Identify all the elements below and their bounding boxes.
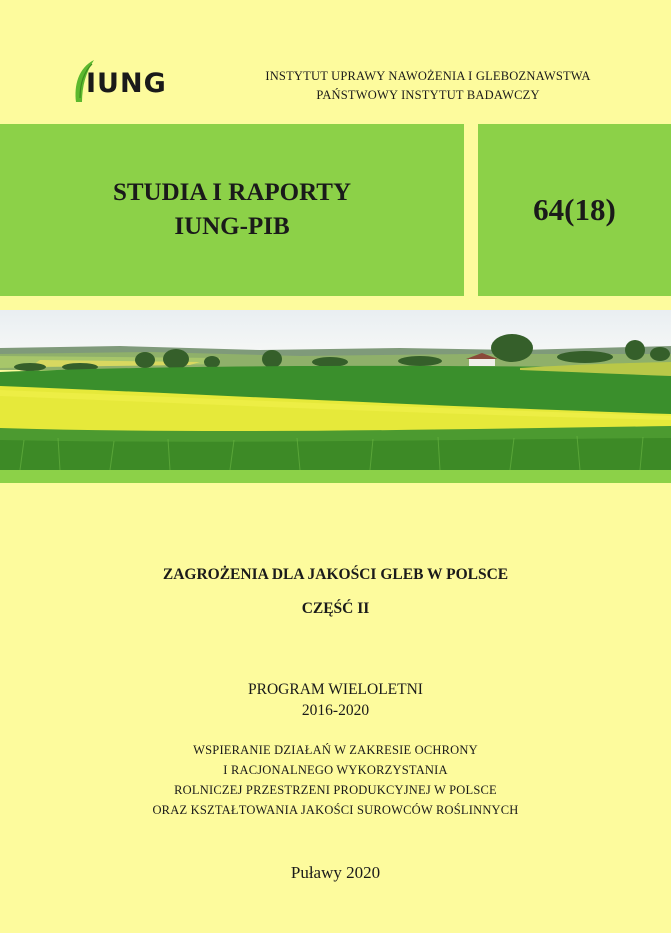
description-line: ORAZ KSZTAŁTOWANIA JAKOŚCI SUROWCÓW ROŚLINNYCH <box>152 803 519 817</box>
landscape-photo <box>0 310 671 470</box>
place-and-year: Puławy 2020 <box>290 863 381 882</box>
series-title-line-2: IUNG-PIB <box>174 213 290 240</box>
program-years: 2016-2020 <box>301 702 370 719</box>
institute-line-2: PAŃSTWOWY INSTYTUT BADAWCZY <box>316 88 540 102</box>
series-title-line-1: STUDIA I RAPORTY <box>112 179 352 206</box>
description-line: ROLNICZEJ PRZESTRZENI PRODUKCYJNEJ W POLSCE <box>174 783 497 797</box>
institute-line-1: INSTYTUT UPRAWY NAWOŻENIA I GLEBOZNAWSTWA <box>265 69 591 83</box>
institute-name <box>228 67 628 105</box>
green-divider-stripe <box>0 470 671 483</box>
issue-number: 64(18) <box>533 192 616 227</box>
book-subtitle: CZĘŚĆ II <box>301 600 370 617</box>
program-description <box>0 740 671 820</box>
book-title: ZAGROŻENIA DLA JAKOŚCI GLEB W POLSCE <box>162 566 509 583</box>
description-line: WSPIERANIE DZIAŁAŃ W ZAKRESIE OCHRONY <box>193 743 478 757</box>
program-name: PROGRAM WIELOLETNI <box>248 681 423 698</box>
logo-text: IUNG <box>86 68 167 99</box>
description-line: I RACJONALNEGO WYKORZYSTANIA <box>223 763 448 777</box>
issue-number-box <box>478 124 671 296</box>
iung-logo <box>72 58 212 104</box>
series-title-box <box>0 124 464 296</box>
